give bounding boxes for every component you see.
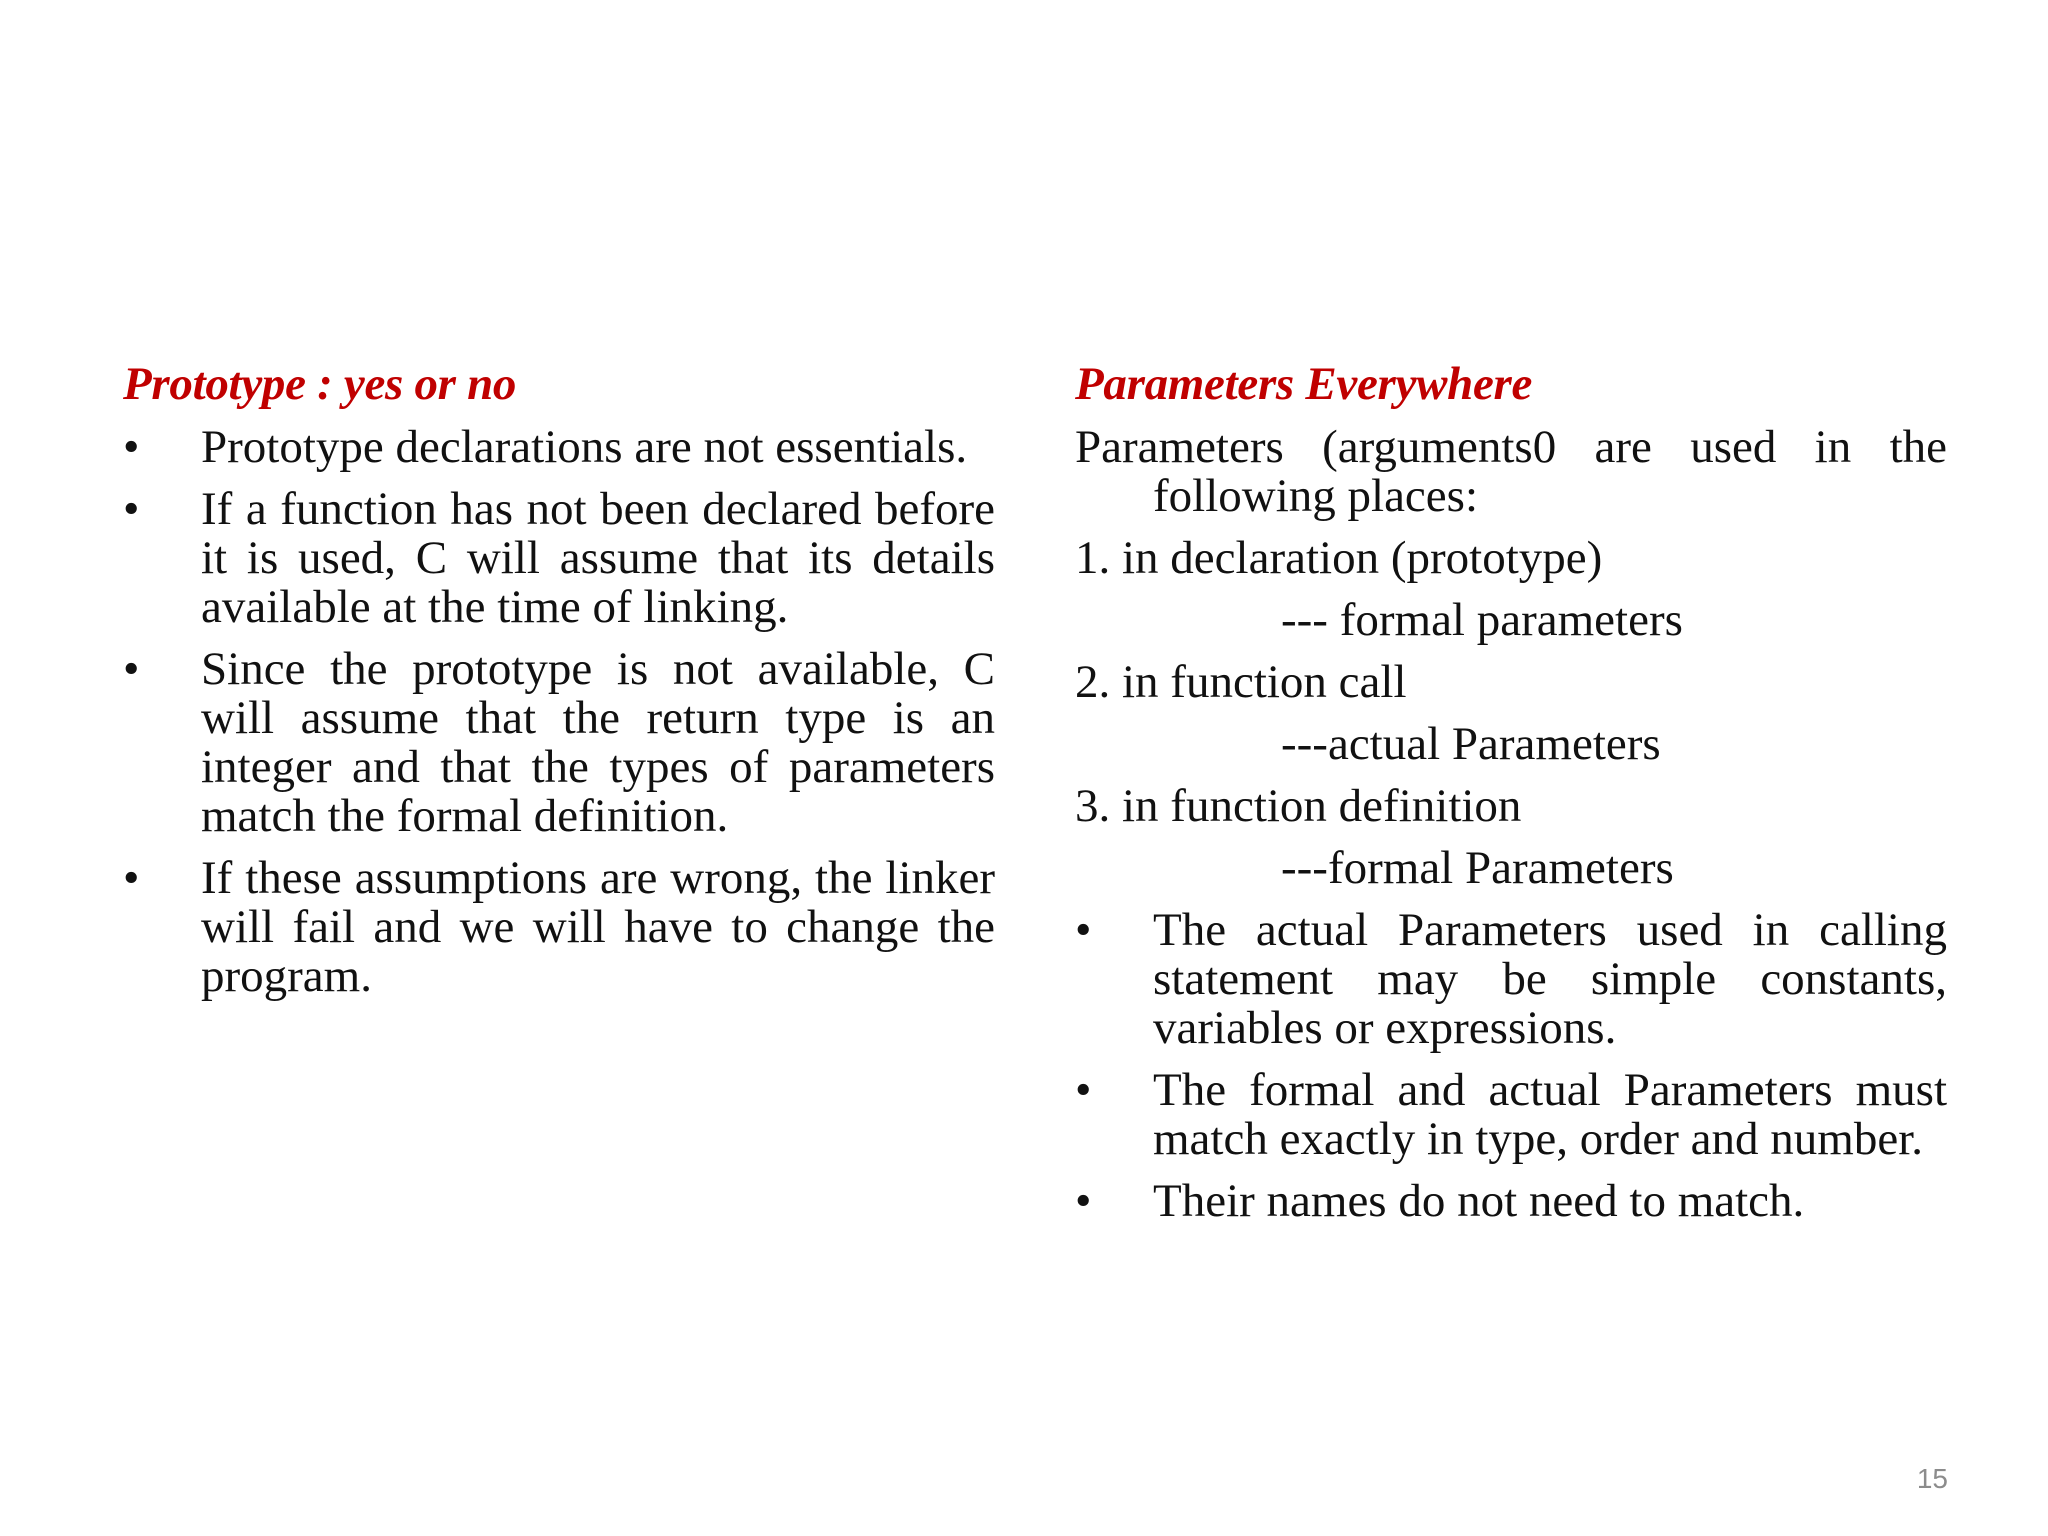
intro-paragraph: Parameters (arguments0 are used in the following places: [1075,421,1947,522]
bullet-icon: • [1075,904,1092,956]
bullet-icon: • [123,643,140,695]
bullet-text: The actual Parameters used in calling statement may be simple constants, variables or expressions. [1153,904,1947,1054]
left-bullet-item [123,423,995,472]
right-bullet-item [1075,906,1947,1053]
bullet-text: The formal and actual Parameters must match exactly in type, order and number. [1153,1064,1947,1165]
left-bullet-list [123,423,995,1001]
place-label: 1. in declaration (prototype) [1075,532,1603,584]
left-bullet-item [123,485,995,632]
page-number: 15 [1916,1463,1948,1494]
bullet-icon: • [123,852,140,904]
bullet-icon: • [1075,1064,1092,1116]
right-bullet-item [1075,1066,1947,1164]
right-heading: Parameters Everywhere [1075,358,1533,410]
bullet-text: If these assumptions are wrong, the linker will fail and we will have to change the program. [201,852,995,1002]
bullet-icon: • [123,483,140,535]
left-bullet-item [123,645,995,841]
right-bullet-list [1075,906,1947,1226]
bullet-text: If a function has not been declared before it is used, C will assume that its details available at the time of linking. [201,483,995,633]
left-column [123,360,995,1014]
left-bullet-item [123,854,995,1001]
bullet-icon: • [123,421,140,473]
place-description: ---formal Parameters [1281,842,1674,894]
place-label: 2. in function call [1075,656,1407,708]
right-column [1075,360,1947,1239]
left-heading: Prototype : yes or no [123,358,517,410]
place-description: ---actual Parameters [1281,718,1661,770]
place-label: 3. in function definition [1075,780,1522,832]
bullet-text: Prototype declarations are not essentials. [201,421,968,473]
bullet-icon: • [1075,1175,1092,1227]
bullet-text: Since the prototype is not available, C will assume that the return type is an integer and that the types of parameters match the formal definition. [201,643,995,842]
right-bullet-item [1075,1177,1947,1226]
bullet-text: Their names do not need to match. [1153,1175,1805,1227]
place-description: --- formal parameters [1281,594,1683,646]
